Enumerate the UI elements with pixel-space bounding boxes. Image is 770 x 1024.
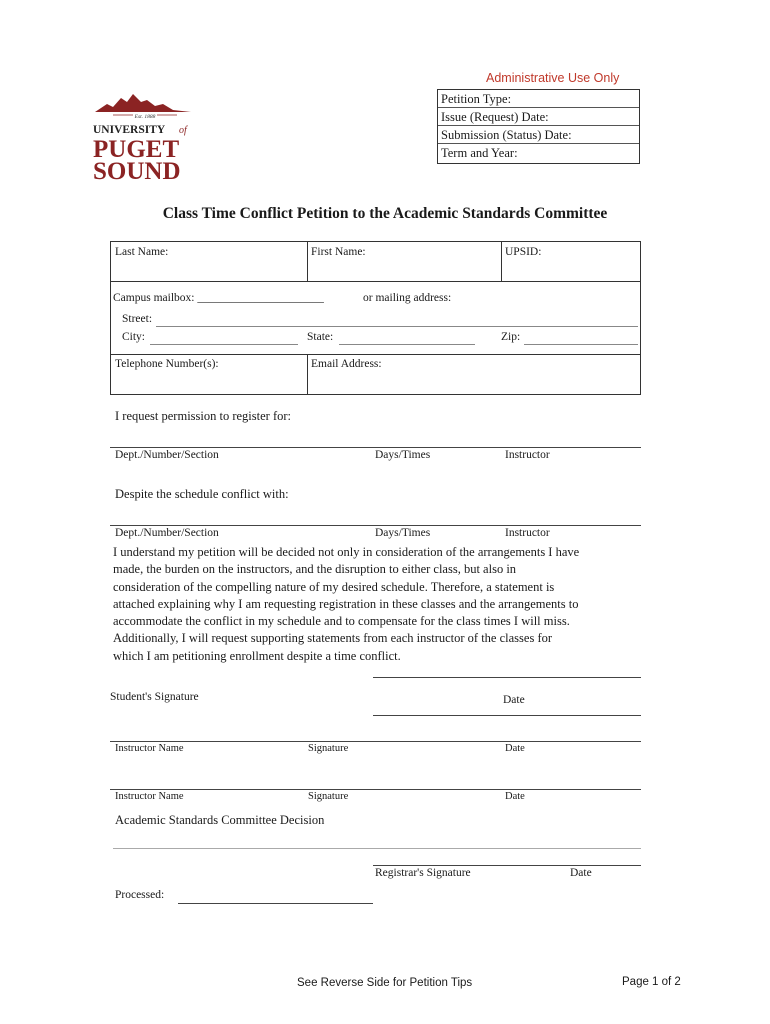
instructor-2-name-label: Instructor Name — [115, 791, 184, 802]
submission-date-field[interactable]: Submission (Status) Date: — [438, 126, 639, 144]
instructor-2-date-label: Date — [505, 791, 525, 802]
university-logo — [93, 90, 197, 182]
logo-puget: PUGET — [93, 136, 180, 163]
name-row — [110, 241, 641, 282]
statement-line: which I am petitioning enrollment despite a time conflict. — [113, 648, 401, 663]
request-col-days: Days/Times — [375, 449, 431, 461]
city-field[interactable] — [150, 344, 298, 345]
state-field[interactable] — [339, 344, 475, 345]
registrar-signature-label: Registrar's Signature — [375, 867, 471, 879]
processed-field[interactable] — [178, 903, 373, 904]
processed-label: Processed: — [115, 889, 165, 901]
student-signature-field[interactable] — [373, 677, 641, 678]
page-title: Class Time Conflict Petition to the Academic Standards Committee — [162, 205, 608, 222]
instructor-2-signature-label: Signature — [308, 791, 349, 802]
registrar-signature-field[interactable] — [373, 865, 641, 866]
instructor-1-field[interactable] — [110, 741, 641, 742]
statement-line: accommodate the conflict in my schedule and to compensate for the class times I will miss. — [113, 614, 570, 629]
student-signature-label: Student's Signature — [110, 691, 199, 703]
zip-field[interactable] — [524, 344, 638, 345]
statement-line: I understand my petition will be decided not only in consideration of the arrangements I have — [113, 545, 580, 559]
logo-university: UNIVERSITY — [93, 124, 166, 136]
campus-mailbox-field[interactable]: Campus mailbox: ______________________ — [113, 292, 324, 304]
logo-est: Est. 1888 — [134, 114, 156, 120]
divider — [307, 241, 308, 282]
conflict-col-instructor: Instructor — [505, 527, 550, 539]
conflict-col-days: Days/Times — [375, 527, 431, 539]
registrar-date-label: Date — [570, 867, 592, 879]
request-intro: I request permission to register for: — [115, 409, 291, 423]
mailing-address-label: or mailing address: — [363, 292, 452, 304]
reverse-side-note: See Reverse Side for Petition Tips — [297, 977, 473, 989]
divider — [307, 354, 308, 395]
instructor-2-field[interactable] — [110, 789, 641, 790]
statement-line: attached explaining why I am requesting registration in these classes and the arrangements to — [113, 596, 579, 611]
statement-paragraph — [113, 544, 579, 665]
first-name-field[interactable]: First Name: — [311, 246, 366, 258]
committee-decision-label: Academic Standards Committee Decision — [115, 813, 325, 827]
student-date-field[interactable] — [373, 715, 641, 716]
request-col-instructor: Instructor — [505, 449, 550, 461]
last-name-field[interactable]: Last Name: — [115, 246, 169, 258]
email-field[interactable]: Email Address: — [311, 358, 382, 370]
term-year-field[interactable]: Term and Year: — [441, 146, 518, 160]
page-number: Page 1 of 2 — [622, 976, 681, 988]
instructor-1-signature-label: Signature — [308, 743, 349, 754]
statement-line: Additionally, I will request supporting statements from each instructor of the classes for — [113, 631, 553, 646]
statement-line: consideration of the compelling nature of my desired schedule. Therefore, a statement is — [113, 579, 555, 594]
street-field[interactable] — [156, 326, 638, 327]
statement-line: made, the burden on the instructors, and the disruption to either class, but also in — [113, 562, 517, 577]
state-label: State: — [307, 331, 334, 343]
petition-type-field[interactable]: Petition Type: — [438, 90, 639, 108]
conflict-col-dept: Dept./Number/Section — [115, 527, 219, 539]
conflict-intro: Despite the schedule conflict with: — [115, 487, 289, 501]
zip-label: Zip: — [501, 331, 521, 343]
issue-date-field[interactable]: Issue (Request) Date: — [438, 108, 639, 126]
student-date-label: Date — [503, 694, 525, 706]
upsid-field[interactable]: UPSID: — [505, 246, 542, 258]
street-label: Street: — [122, 313, 153, 325]
conflict-course-field[interactable] — [110, 525, 641, 526]
request-col-dept: Dept./Number/Section — [115, 449, 219, 461]
telephone-field[interactable]: Telephone Number(s): — [115, 358, 219, 370]
city-label: City: — [122, 331, 146, 343]
logo-of: of — [179, 125, 187, 136]
admin-use-label: Administrative Use Only — [486, 71, 620, 85]
mountain-logo-icon — [93, 90, 197, 182]
instructor-1-name-label: Instructor Name — [115, 743, 184, 754]
logo-sound: SOUND — [93, 158, 181, 182]
request-course-field[interactable] — [110, 447, 641, 448]
committee-decision-field[interactable] — [113, 848, 641, 849]
admin-box — [437, 89, 640, 164]
divider — [501, 241, 502, 282]
instructor-1-date-label: Date — [505, 743, 525, 754]
